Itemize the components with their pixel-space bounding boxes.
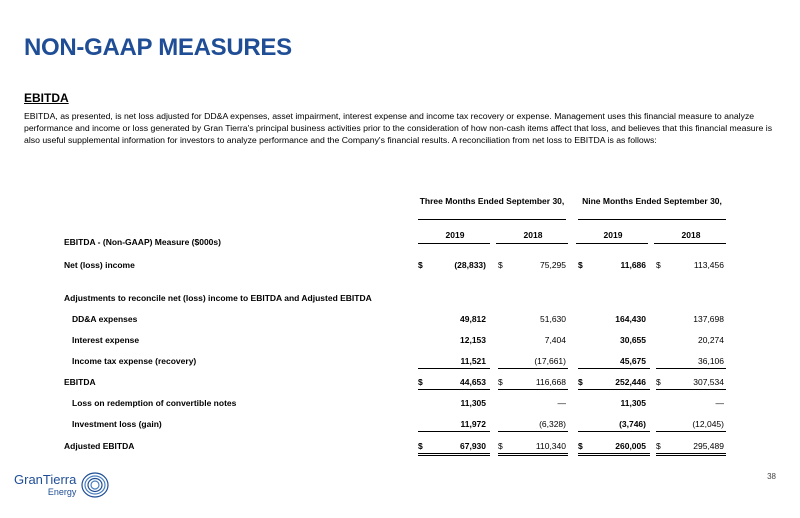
table-cell: 30,655 (620, 335, 646, 345)
currency-symbol: $ (418, 260, 423, 270)
table-cell: 164,430 (615, 314, 646, 324)
year-header-4: 2018 (681, 230, 701, 240)
cell-underline (418, 431, 490, 432)
table-cell: — (557, 398, 566, 408)
currency-symbol: $ (578, 260, 583, 270)
table-cell: 110,340 (535, 441, 566, 451)
table-cell: 11,972 (460, 419, 486, 429)
measure-label: EBITDA - (Non-GAAP) Measure ($000s) (64, 237, 221, 247)
cell-underline (498, 389, 568, 390)
table-cell: (17,661) (534, 356, 566, 366)
nine-months-header-rule (578, 219, 726, 220)
cell-underline (418, 389, 490, 390)
page-number: 38 (767, 472, 776, 481)
table-cell: 116,668 (535, 377, 566, 387)
table-cell: 11,305 (460, 398, 486, 408)
table-cell: 44,653 (460, 377, 486, 387)
table-cell: 12,153 (460, 335, 486, 345)
cell-underline (578, 431, 650, 432)
row-label: Loss on redemption of convertible notes (72, 398, 237, 408)
row-label: Income tax expense (recovery) (72, 356, 197, 366)
logo-name: GranTierra (14, 472, 77, 487)
table-cell: 295,489 (693, 441, 724, 451)
three-months-header: Three Months Ended September 30, (419, 196, 565, 206)
logo-rings-icon (80, 470, 110, 500)
company-logo (14, 470, 110, 500)
currency-symbol: $ (498, 260, 503, 270)
table-cell: 51,630 (540, 314, 566, 324)
row-label: Adjusted EBITDA (64, 441, 135, 451)
table-cell: 113,456 (693, 260, 724, 270)
currency-symbol: $ (418, 377, 423, 387)
table-cell: 75,295 (540, 260, 566, 270)
year-header-1: 2019 (445, 230, 465, 240)
row-label: Investment loss (gain) (72, 419, 162, 429)
row-label: Interest expense (72, 335, 140, 345)
table-cell: 11,305 (620, 398, 646, 408)
year-header-3: 2019 (603, 230, 623, 240)
year-rule-1 (418, 243, 490, 244)
cell-underline (656, 389, 726, 390)
nine-months-header: Nine Months Ended September 30, (582, 196, 722, 206)
row-label: EBITDA (64, 377, 96, 387)
table-cell: 67,930 (460, 441, 486, 451)
table-cell: (6,328) (539, 419, 566, 429)
logo-sub: Energy (47, 487, 77, 497)
section-title: EBITDA (24, 91, 69, 105)
currency-symbol: $ (656, 377, 661, 387)
cell-underline (656, 453, 726, 454)
cell-underline (418, 453, 490, 454)
cell-underline (498, 368, 568, 369)
cell-underline (578, 455, 650, 456)
table-cell: — (715, 398, 724, 408)
table-cell: (12,045) (692, 419, 724, 429)
currency-symbol: $ (656, 441, 661, 451)
table-cell: 20,274 (698, 335, 724, 345)
table-cell: 36,106 (698, 356, 724, 366)
cell-underline (418, 455, 490, 456)
currency-symbol: $ (656, 260, 661, 270)
cell-underline (656, 368, 726, 369)
year-header-2: 2018 (523, 230, 543, 240)
cell-underline (578, 453, 650, 454)
cell-underline (578, 368, 650, 369)
cell-underline (656, 431, 726, 432)
cell-underline (498, 455, 568, 456)
table-cell: (3,746) (619, 419, 646, 429)
cell-underline (498, 453, 568, 454)
year-rule-2 (496, 243, 568, 244)
table-cell: 307,534 (693, 377, 724, 387)
table-cell: 260,005 (615, 441, 646, 451)
row-label: DD&A expenses (72, 314, 138, 324)
table-cell: 7,404 (544, 335, 566, 345)
page-title: NON-GAAP MEASURES (24, 34, 292, 61)
currency-symbol: $ (498, 377, 503, 387)
currency-symbol: $ (578, 441, 583, 451)
year-rule-3 (576, 243, 648, 244)
cell-underline (656, 455, 726, 456)
year-rule-4 (654, 243, 726, 244)
three-months-header-rule (418, 219, 566, 220)
description-paragraph: EBITDA, as presented, is net loss adjusted for DD&A expenses, asset impairment, interest expense and income tax recovery or expense. Management uses this financial measure to analyze performance and income or loss generated by Gran Tierra's principal business activities prior to the consideration of how non-cash items affect that loss, and believes that this financial measure is also useful supplemental information for investors to analyze performance and the Company's financial results. A reconciliation from net loss to EBITDA is as follows: (24, 111, 773, 145)
table-cell: 252,446 (615, 377, 646, 387)
currency-symbol: $ (578, 377, 583, 387)
table-cell: 45,675 (620, 356, 646, 366)
cell-underline (418, 368, 490, 369)
row-label: Net (loss) income (64, 260, 135, 270)
cell-underline (498, 431, 568, 432)
table-cell: 137,698 (693, 314, 724, 324)
currency-symbol: $ (498, 441, 503, 451)
table-cell: 11,686 (620, 260, 646, 270)
cell-underline (578, 389, 650, 390)
table-cell: 49,812 (460, 314, 486, 324)
row-label: Adjustments to reconcile net (loss) income to EBITDA and Adjusted EBITDA (64, 293, 372, 303)
table-cell: 11,521 (460, 356, 486, 366)
currency-symbol: $ (418, 441, 423, 451)
table-cell: (28,833) (454, 260, 486, 270)
